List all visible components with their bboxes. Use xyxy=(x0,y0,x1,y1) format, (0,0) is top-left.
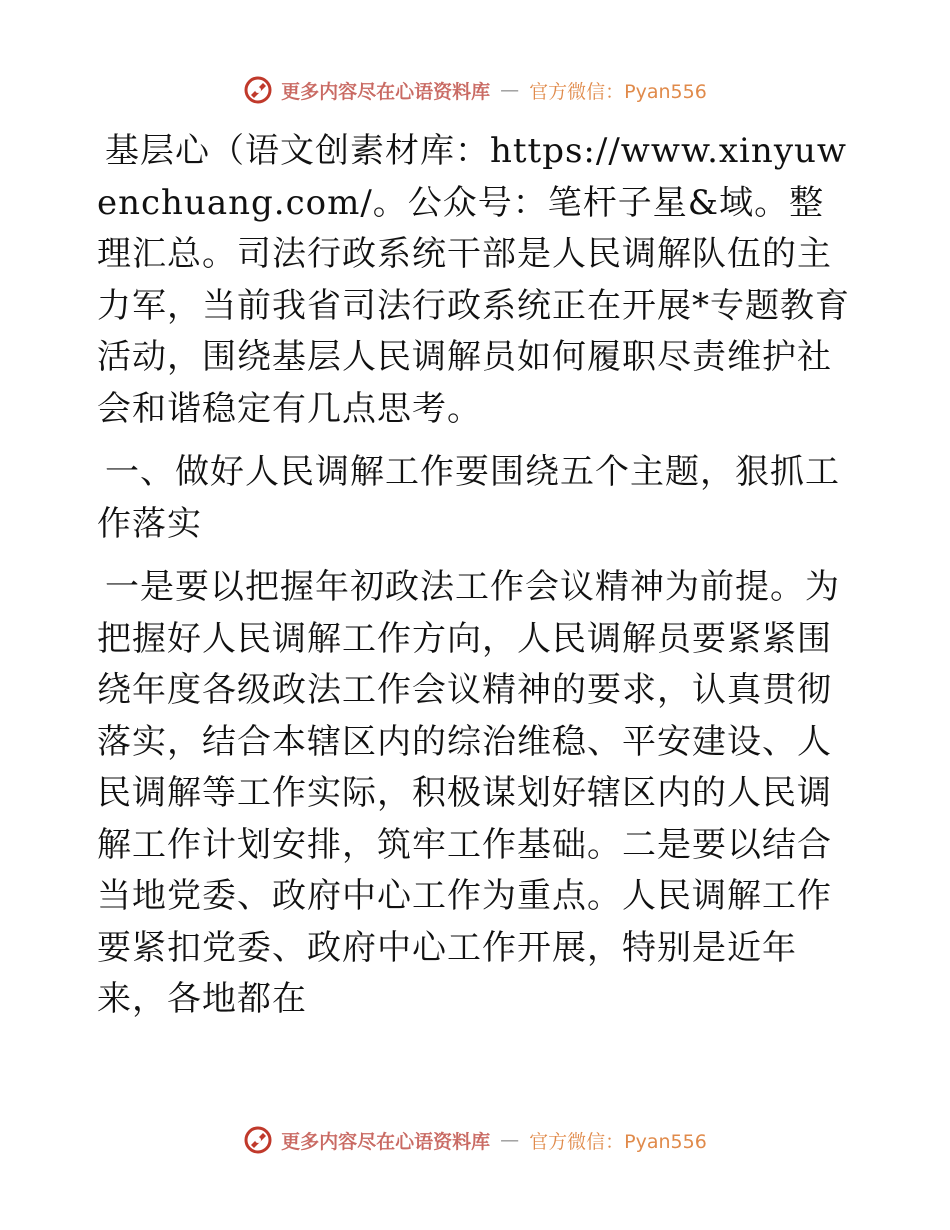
red-seal-logo-icon xyxy=(243,1125,273,1155)
paragraph-intro: 基层心（语文创素材库：https://www.xinyuwenchuang.com/。公众号：笔杆子星&域。整理汇总。司法行政系统干部是人民调解队伍的主力军，当前我省司法行政系统正在开展*专题教育活动，围绕基层人民调解员如何履职尽责维护社会和谐稳定有几点思考。 xyxy=(97,131,850,429)
banner-contact: 官方微信：Pyan556 xyxy=(529,1130,707,1153)
banner-text: 更多内容尽在心语资料库 xyxy=(281,1130,491,1153)
banner-text: 更多内容尽在心语资料库 xyxy=(281,80,491,103)
document-body xyxy=(97,126,853,1026)
red-seal-logo-icon xyxy=(243,75,273,105)
footer-banner xyxy=(0,1122,950,1158)
banner-separator: — xyxy=(500,1129,520,1151)
paragraph-body: 一是要以把握年初政法工作会议精神为前提。为把握好人民调解工作方向，人民调解员要紧紧围绕年度各级政法工作会议精神的要求，认真贯彻落实，结合本辖区内的综治维稳、平安建设、人民调解等工作实际，积极谋划好辖区内的人民调解工作计划安排，筑牢工作基础。二是要以结合当地党委、政府中心工作为重点。人民调解工作要紧扣党委、政府中心工作开展，特别是近年来，各地都在 xyxy=(97,567,840,1019)
header-banner xyxy=(0,72,950,108)
banner-contact: 官方微信：Pyan556 xyxy=(529,80,707,103)
banner-separator: — xyxy=(500,79,520,101)
section-heading: 一、做好人民调解工作要围绕五个主题，狠抓工作落实 xyxy=(97,452,840,544)
